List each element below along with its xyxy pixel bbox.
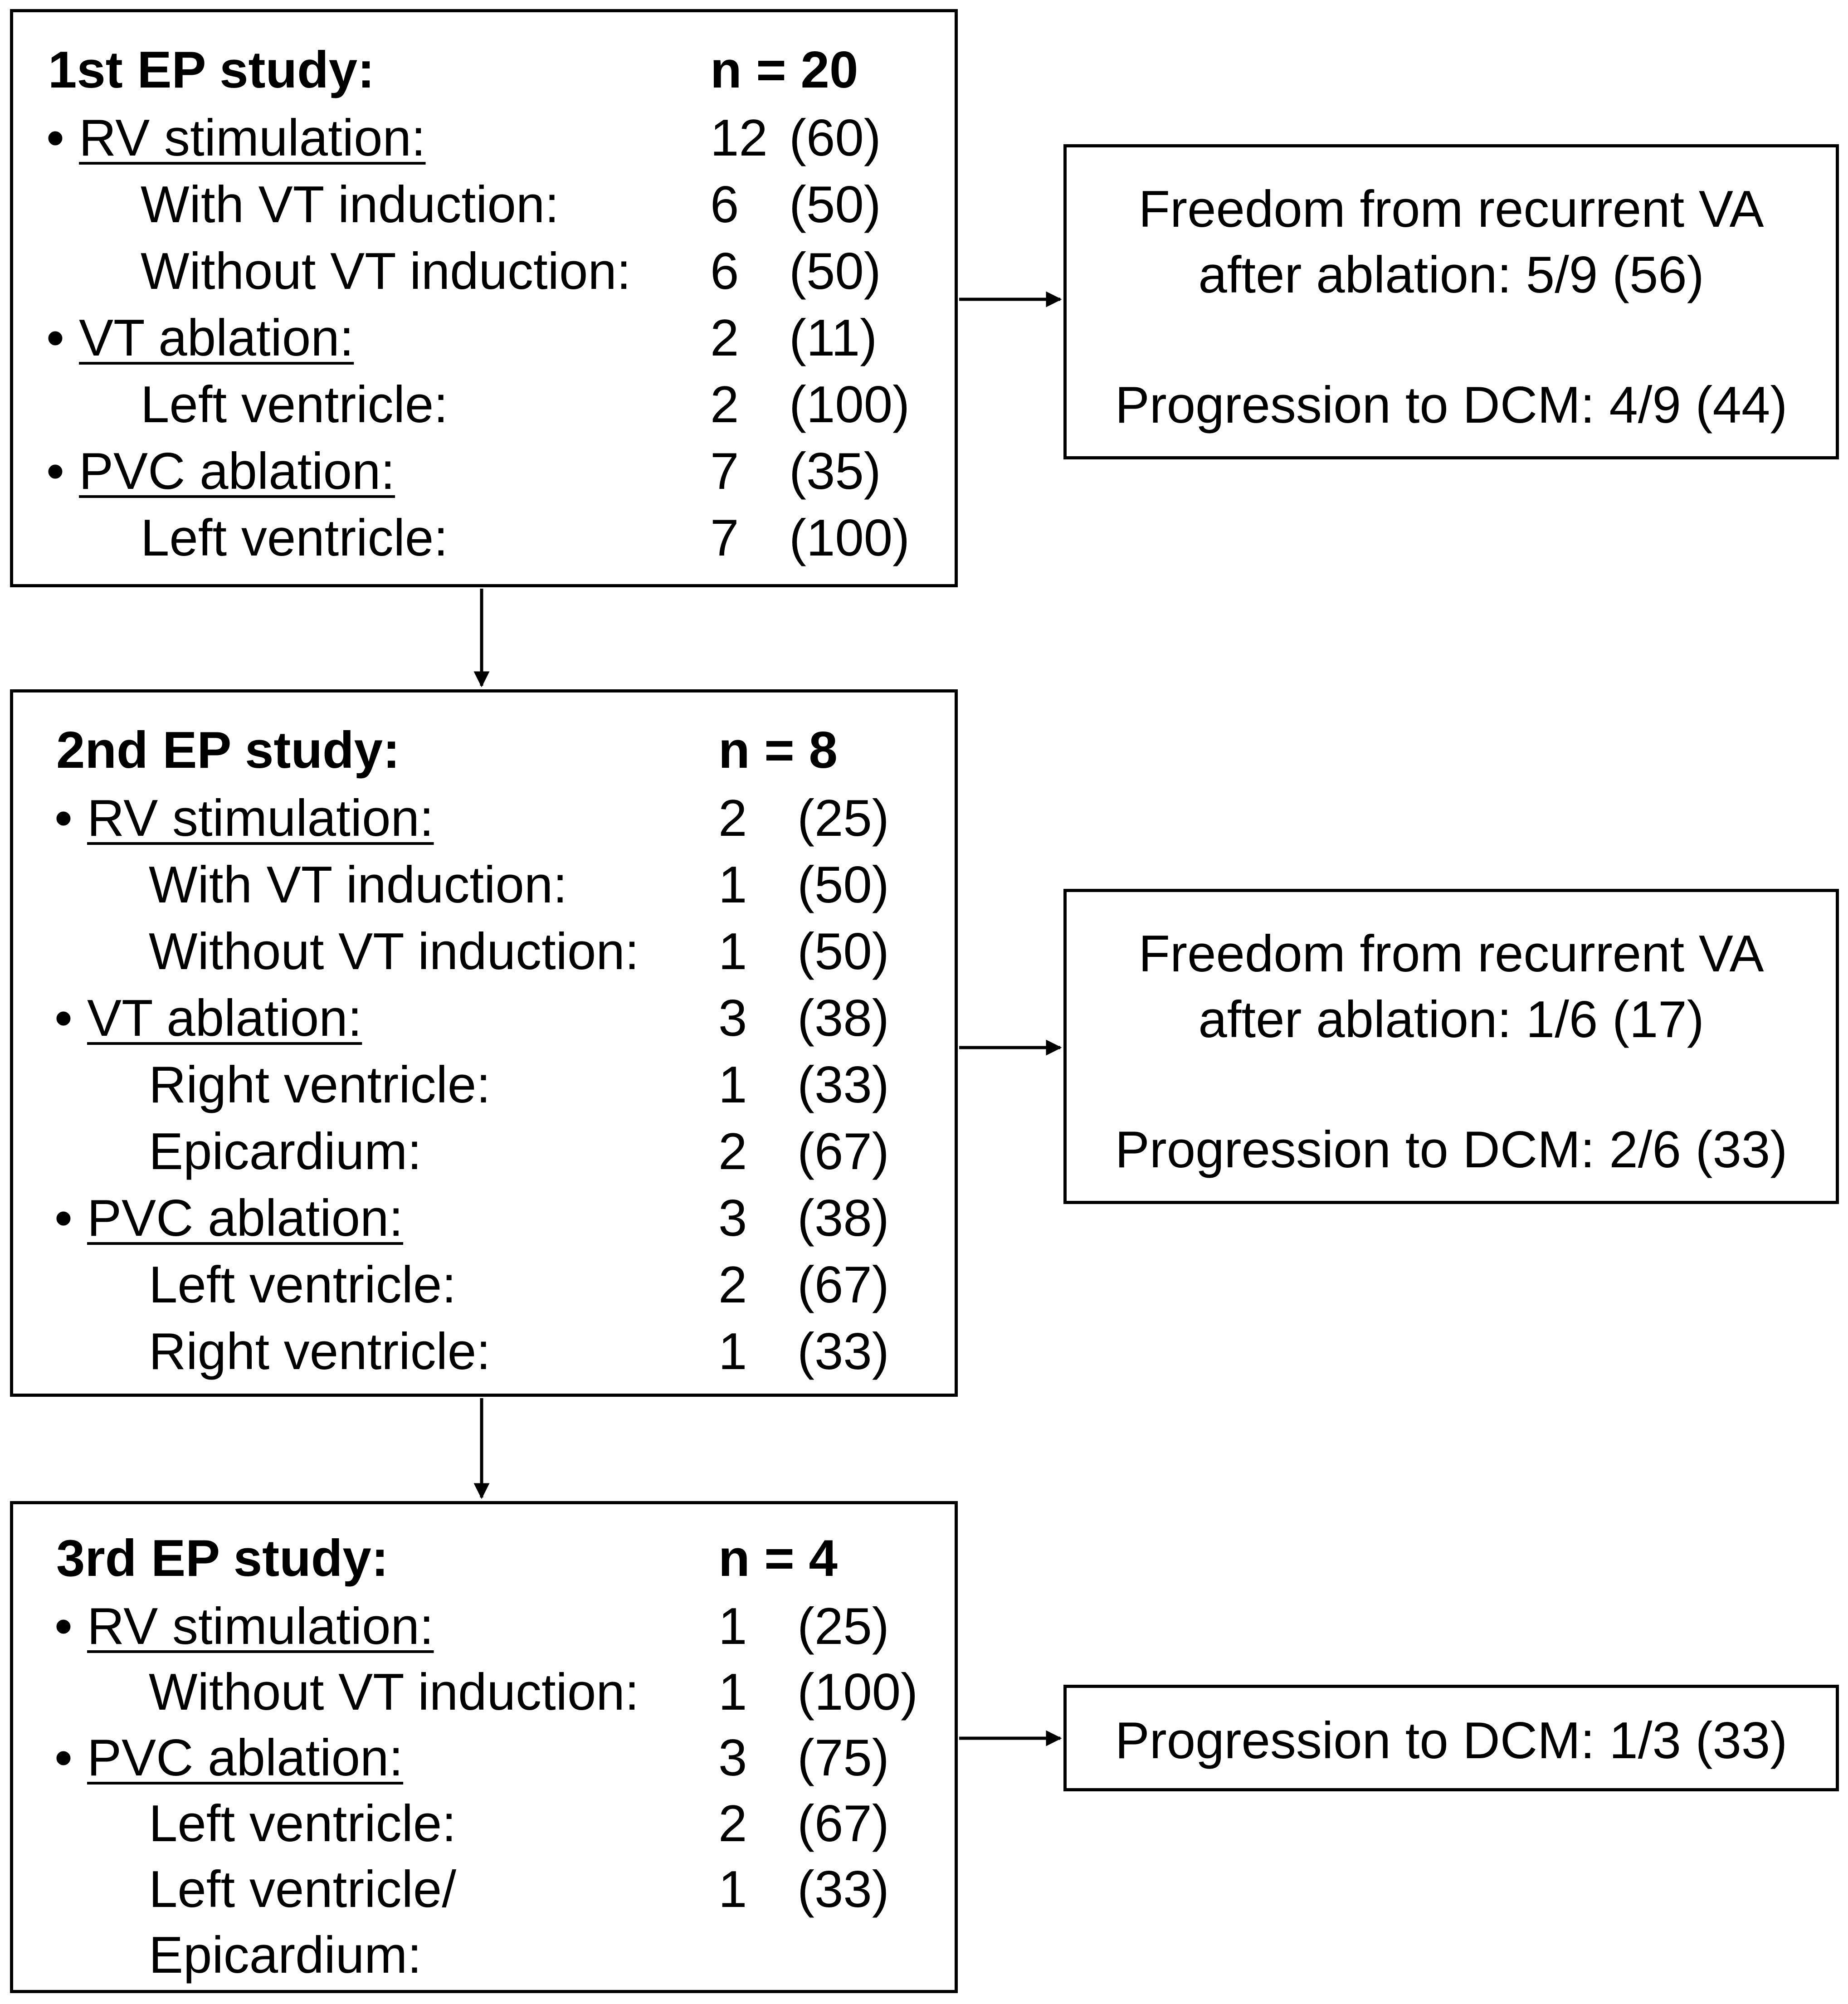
row-percent: (35) xyxy=(789,443,881,500)
bullet-point: • xyxy=(46,309,64,367)
row-percent: (75) xyxy=(797,1729,889,1787)
row-percent: (50) xyxy=(789,243,881,300)
subcategory-label: Epicardium: xyxy=(149,1123,422,1180)
subcategory-label: Left ventricle: xyxy=(149,1256,456,1314)
bullet-point: • xyxy=(54,990,73,1047)
subcategory-label: Right ventricle: xyxy=(149,1323,491,1380)
row-count: 3 xyxy=(718,1190,747,1247)
row-percent: (33) xyxy=(797,1056,889,1114)
row-count: 1 xyxy=(718,856,747,914)
row-count: 1 xyxy=(718,923,747,980)
row-count: 6 xyxy=(710,176,739,234)
row-count: 3 xyxy=(718,990,747,1047)
category-label: PVC ablation: xyxy=(87,1190,404,1247)
row-count: 2 xyxy=(718,790,747,847)
row-percent: (100) xyxy=(789,376,910,434)
subcategory-label: Without VT induction: xyxy=(141,243,631,300)
category-label: RV stimulation: xyxy=(87,790,434,847)
row-count: 6 xyxy=(710,243,739,300)
subcategory-label: Left ventricle/ xyxy=(149,1861,456,1918)
subcategory-label: With VT induction: xyxy=(141,176,559,234)
row-count: 3 xyxy=(718,1729,747,1787)
row-percent: (50) xyxy=(797,923,889,980)
bullet-point: • xyxy=(54,1729,73,1787)
subcategory-label: Left ventricle: xyxy=(141,376,448,434)
subcategory-label: Left ventricle: xyxy=(141,509,448,567)
bullet-point: • xyxy=(46,109,64,167)
row-percent: (25) xyxy=(797,790,889,847)
study-1-title: 1st EP study: xyxy=(48,41,375,99)
subcategory-label: Without VT induction: xyxy=(149,1663,639,1721)
bullet-point: • xyxy=(46,443,64,500)
row-percent: (67) xyxy=(797,1256,889,1314)
row-percent: (50) xyxy=(789,176,881,234)
row-count: 1 xyxy=(718,1598,747,1655)
row-count: 1 xyxy=(718,1861,747,1918)
row-percent: (60) xyxy=(789,109,881,167)
row-count: 2 xyxy=(718,1256,747,1314)
row-percent: (25) xyxy=(797,1598,889,1655)
category-label: PVC ablation: xyxy=(87,1729,404,1787)
outcome-1-line-4: Progression to DCM: 4/9 (44) xyxy=(1115,376,1788,434)
row-percent: (33) xyxy=(797,1323,889,1380)
outcome-2-line-1: Freedom from recurrent VA xyxy=(1138,925,1764,983)
row-count: 1 xyxy=(718,1663,747,1721)
bullet-point: • xyxy=(54,790,73,847)
row-count: 2 xyxy=(718,1795,747,1853)
category-label: VT ablation: xyxy=(79,309,354,367)
row-percent: (38) xyxy=(797,1190,889,1247)
study-3-title: 3rd EP study: xyxy=(56,1530,389,1587)
study-1-n: n = 20 xyxy=(710,41,858,99)
row-percent: (100) xyxy=(789,509,910,567)
row-count: 1 xyxy=(718,1056,747,1114)
outcome-3-line-1: Progression to DCM: 1/3 (33) xyxy=(1115,1712,1788,1770)
row-count: 2 xyxy=(710,309,739,367)
bullet-point: • xyxy=(54,1190,73,1247)
bullet-point: • xyxy=(54,1598,73,1655)
subcategory-label: Epicardium: xyxy=(149,1926,422,1984)
category-label: RV stimulation: xyxy=(79,109,426,167)
row-count: 7 xyxy=(710,443,739,500)
row-count: 1 xyxy=(718,1323,747,1380)
outcome-2-line-4: Progression to DCM: 2/6 (33) xyxy=(1115,1121,1788,1179)
row-percent: (33) xyxy=(797,1861,889,1918)
study-2-title: 2nd EP study: xyxy=(56,722,400,779)
subcategory-label: Without VT induction: xyxy=(149,923,639,980)
category-label: VT ablation: xyxy=(87,990,362,1047)
row-count: 2 xyxy=(710,376,739,434)
row-percent: (38) xyxy=(797,990,889,1047)
outcome-2-line-2: after ablation: 1/6 (17) xyxy=(1198,991,1704,1048)
row-percent: (100) xyxy=(797,1663,918,1721)
row-percent: (11) xyxy=(789,309,878,367)
subcategory-label: Left ventricle: xyxy=(149,1795,456,1853)
category-label: PVC ablation: xyxy=(79,443,395,500)
outcome-1-line-2: after ablation: 5/9 (56) xyxy=(1198,246,1704,304)
subcategory-label: Right ventricle: xyxy=(149,1056,491,1114)
row-percent: (67) xyxy=(797,1795,889,1853)
study-2-n: n = 8 xyxy=(718,722,838,779)
row-count: 7 xyxy=(710,509,739,567)
row-percent: (50) xyxy=(797,856,889,914)
row-count: 2 xyxy=(718,1123,747,1180)
subcategory-label: With VT induction: xyxy=(149,856,567,914)
study-3-n: n = 4 xyxy=(718,1530,838,1587)
row-count: 12 xyxy=(710,109,768,167)
outcome-1-line-1: Freedom from recurrent VA xyxy=(1138,180,1764,238)
category-label: RV stimulation: xyxy=(87,1598,434,1655)
row-percent: (67) xyxy=(797,1123,889,1180)
